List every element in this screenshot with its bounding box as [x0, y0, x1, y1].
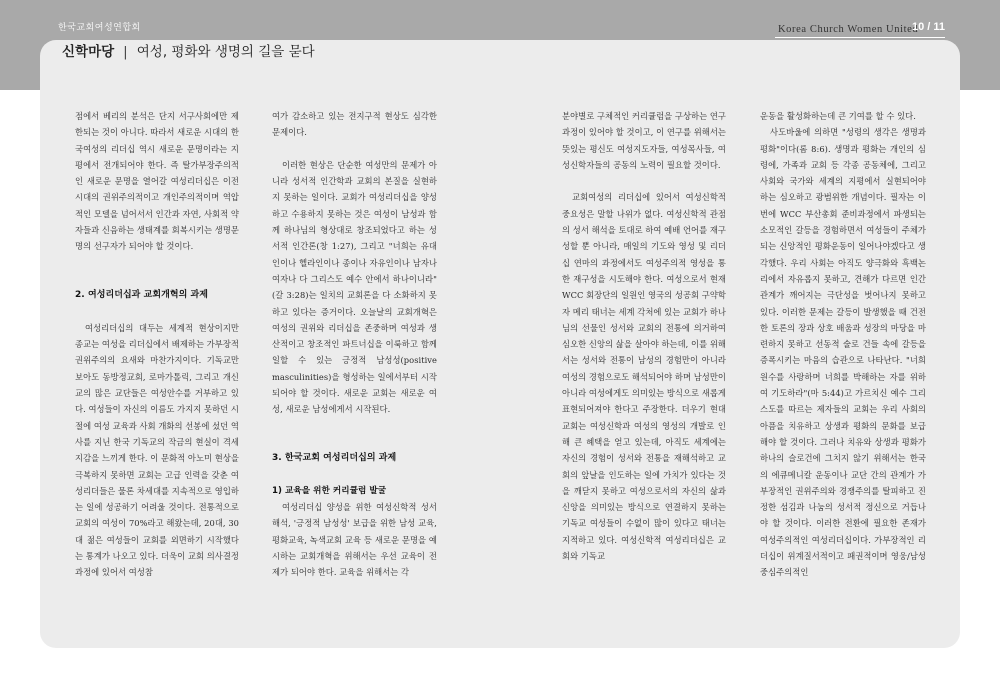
paragraph: 분야별로 구체적인 커리큘럼을 구상하는 연구 과정이 있어야 할 것이고, 이 연구를 위해서는 뜻있는 평신도 여성지도자들, 여성목사들, 여성신학자들의 공동의 노력이 필요할 것이다.	[562, 111, 726, 170]
section-heading-2: 2. 여성리더십과 교회개혁의 과제	[75, 290, 209, 301]
paragraph: 사도바울에 의하면 "성령의 생각은 생명과 평화"이다(롬 8:6). 생명과 평화는 개인의 심령에, 가족과 교회 등 각종 공동체에, 그리고 사회와 국가와 세계의 지평에서 실현되어야 하는 심오하고 광범위한 개념이다. 필자는 이번에 WCC 부산총회 준비과정에서 파생되는 소모적인 갈등을 경험하면서 여성들이 주체가 되는 신앙적인 평화운동이 일어나야겠다고 생각했다. 우리 사회는 아직도 양극화와 흑백논리에서 자유롭지 못하고, 견해가 다르면 인간관계가 깨어지는 극단성을 벗어나지 못하고 있다. 이러한 문제는 갈등이 발생했을 때 건전한 토론의 장과 상호 배움과 성장의 마당을 마련하지 못하고 선동적 술로 건들 속에 갈등을 증폭시키는 마음의 습관으로 나타난다. "너희 원수를 사랑하며 너희를 박해하는 자를 위하여 기도하라"(마 5:44)고 가르치신 예수 그리스도를 따르는 제자들의 교회는 우리 사회의 아픔을 치유하고 상생과 평화의 문화를 보급해야 할 것이다. 그러나 치유와 상생과 평화가 하나의 슬로건에 그치지 않기 위해서는 한국의 에큐메니칼 운동이나 교단 간의 관계가 가부장적인 권위주의와 경쟁주의를 탈피하고 진정한 섬김과 나눔의 성서적 정신으로 거듭나야 할 것이다. 이러한 전환에 필요한 존재가 여성주의적인 여성리더십이다. 가부장적인 리더십이 위계질서적이고 패권적이며 영웅/남성중심주의적인	[760, 127, 926, 578]
paragraph: 여성리더십 양성을 위한 여성신학적 성서해석, '긍정적 남성성' 보급을 위한 남성 교육, 평화교육, 녹색교회 교육 등 새로운 문명을 예시하는 교회개혁을 위해서는 우선 교육이 전제가 되어야 한다. 교육을 위해서는 각	[272, 502, 437, 578]
text-column-1	[75, 108, 239, 581]
paragraph: 운동을 활성화하는데 큰 기여를 할 수 있다.	[760, 111, 916, 121]
paragraph: 이러한 현상은 단순한 여성만의 문제가 아니라 성서적 인간학과 교회의 본질을 실현하지 못하는 일이다. 교회가 여성리더십을 양성하고 수용하지 못하는 것은 여성이 남성과 함께 하나님의 형상대로 창조되었다고 하는 성서적 인간론(창 1:27), 그리고 "너희는 유대인이나 헬라인이나 종이나 자유인이나 남자나 여자나 다 그리스도 예수 안에서 하나이니라"(갈 3:28)는 일치의 교회론을 다 소화하지 못하고 있다는 증거이다. 오늘날의 교회개혁은 여성의 권위와 리더십을 존중하며 여성과 생산적이고 창조적인 파트너십을 이룩하고 함께 일할 수 있는 긍정적 남성성(positive masculinities)을 형성하는 일에서부터 시작되어야 할 것이다. 새로운 교회는 새로운 여성, 새로운 남성에게서 시작된다.	[272, 159, 437, 415]
paragraph: 여성리더십의 대두는 세계적 현상이지만 종교는 여성을 리더십에서 배제하는 가부장적 권위주의의 요새와 마찬가지이다. 기독교만 보아도 동방정교회, 로마가톨릭, 그리고 개신교의 많은 교단들은 여성안수를 거부하고 있다. 여성들이 자신의 이름도 가지지 못하던 시절에 여성 교육과 사회 개화의 선봉에 섰던 역사를 지닌 한국 기독교의 작금의 현실이 격세지감을 느끼게 한다. 이 문화적 아노미 현상을 극복하지 못하면 교회는 고급 인력을 갖춘 여성리더들은 물론 차세대를 지속적으로 영입하는 일에 성공하기 어려울 것이다. 전통적으로 교회의 여성이 70%라고 해왔는데, 20대, 30대 젊은 여성들이 교회를 외면하기 시작했다는 통계가 나오고 있다. 더욱이 교회 의사결정 과정에 있어서 여성참	[75, 322, 239, 578]
publication-brand: Korea Church Women United	[778, 24, 919, 35]
page-number: 10 / 11	[912, 21, 946, 33]
text-column-4	[760, 108, 926, 581]
text-column-2	[272, 108, 437, 581]
section-heading-3: 3. 한국교회 여성리더십의 과제	[272, 453, 397, 464]
section-label: 신학마당	[62, 44, 115, 60]
organization-name: 한국교회여성연합회	[58, 23, 141, 33]
header-rule	[775, 37, 945, 38]
paragraph: 점에서 베리의 분석은 단지 서구사회에만 제한되는 것이 아니다. 따라서 새로운 시대의 한국여성의 리더십 역시 새로운 문명이라는 지평에서 전개되어야 한다. 즉 탈가부장주의적인 새로운 문명을 열어갈 여성리더십은 이전 시대의 권위주의적이고 개인주의적이며 역압적인 모델을 넘어서서 인간과 자연, 사회적 약자들과 신음하는 생태계를 회복시키는 생명문명의 선구자가 되어야 할 것이다.	[75, 111, 239, 252]
paragraph: 여가 감소하고 있는 전지구적 현상도 심각한 문제이다.	[272, 111, 437, 138]
page-heading	[62, 40, 315, 60]
paragraph: 교회여성의 리더십에 있어서 여성신학적 중요성은 말할 나위가 없다. 여성신학적 관점의 성서 해석을 토대로 하여 예배 언어를 재구성할 뿐 아니라, 매일의 기도와 영성 및 리더십 연마의 과정에서도 여성주의적 영성을 통한 재구성을 시도해야 한다. 여성으로서 현재 WCC 회장단의 일원인 영국의 성공회 구약학자 메리 태너는 세계 각처에 있는 교회가 하나님의 선물인 성서와 교회의 전통에 의거하여 심오한 신앙의 삶을 살아야 하는데, 이를 위해서는 성서와 전통이 남성의 경험만이 아니라 여성의 경험으로도 해석되어야 하며 남성만이 아니라 여성에게도 의미있는 방식으로 새롭게 표현되어져야 한다고 주장한다. 더우기 현대 교회는 여성신학과 여성의 영성의 개발로 인해 큰 혜택을 얻고 있는데, 아직도 세계에는 자신의 경험이 성서와 전통을 재해석하고 교회의 앞날을 인도하는 일에 가치가 있다는 것을 깨닫지 못하고 여성으로서의 자신의 삶과 신앙을 의미있는 방식으로 연결하지 못하는 기독교 여성들이 수없이 많이 있다고 태너는 지적하고 있다. 여성신학적 여성리더십은 교회와 기독교	[562, 192, 726, 562]
text-column-3	[562, 108, 726, 564]
article-title: 여성, 평화와 생명의 길을 묻다	[136, 44, 315, 60]
subsection-heading-1: 1) 교육을 위한 커리큘럼 발굴	[272, 485, 387, 496]
heading-separator: |	[123, 44, 128, 60]
